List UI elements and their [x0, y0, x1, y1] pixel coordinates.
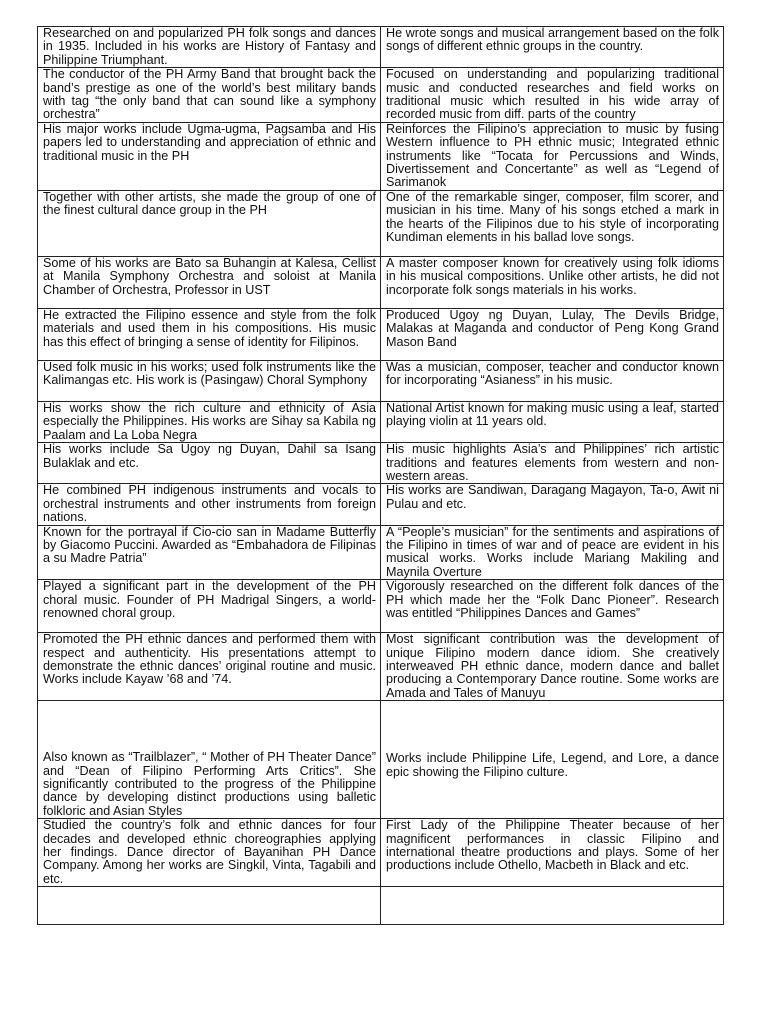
- left-description-cell: He combined PH indigenous instruments and vocals to orchestral instruments and other instruments from foreign nations.: [38, 484, 381, 525]
- left-description-cell: Promoted the PH ethnic dances and performed them with respect and authenticity. His presentations attempt to demonstrate the ethnic dances’ original routine and music. Works include Kayaw ’68 and ’74.: [38, 633, 381, 701]
- table-row: [38, 819, 724, 887]
- right-description-cell: His works are Sandiwan, Daragang Magayon, Ta-o, Awit ni Pulau and etc.: [381, 484, 724, 525]
- table-row: [38, 308, 724, 360]
- table-row: [38, 443, 724, 484]
- table-row: [38, 122, 724, 190]
- table-row: [38, 701, 724, 819]
- left-description-cell: Used folk music in his works; used folk instruments like the Kalimangas etc. His work is (Pasingaw) Choral Symphony: [38, 360, 381, 401]
- table-row: [38, 401, 724, 442]
- left-description-cell: Known for the portrayal if Cio-cio san in Madame Butterfly by Giacomo Puccini. Awarded as “Embahadora de Filipinas a su Madre Patria”: [38, 525, 381, 580]
- table-row: [38, 256, 724, 308]
- left-description-cell: His works include Sa Ugoy ng Duyan, Dahil sa Isang Bulaklak and etc.: [38, 443, 381, 484]
- table-row: [38, 580, 724, 633]
- left-description-cell: [38, 887, 381, 925]
- left-description-cell: Played a significant part in the development of the PH choral music. Founder of PH Madrigal Singers, a world-renowned choral group.: [38, 580, 381, 633]
- table-row: [38, 27, 724, 68]
- left-description-cell: Some of his works are Bato sa Buhangin at Kalesa, Cellist at Manila Symphony Orchestra and soloist at Manila Chamber of Orchestra, Professor in UST: [38, 256, 381, 308]
- right-description-cell: One of the remarkable singer, composer, film scorer, and musician in his time. Many of his songs etched a mark in the hearts of the Filipinos due to his style of incorporating Kundiman elements in his ballad love songs.: [381, 190, 724, 256]
- matching-table-sheet: [37, 26, 723, 925]
- right-description-cell: Works include Philippine Life, Legend, and Lore, a dance epic showing the Filipino culture.: [381, 701, 724, 819]
- right-description-cell: A master composer known for creatively using folk idioms in his musical compositions. Unlike other artists, he did not incorporate folk songs materials in his works.: [381, 256, 724, 308]
- left-description-cell: Together with other artists, she made the group of one of the finest cultural dance group in the PH: [38, 190, 381, 256]
- right-description-cell: Most significant contribution was the development of unique Filipino modern dance idiom. She creatively interweaved PH ethnic dance, modern dance and ballet producing a Contemporary Dance routine. Some works are Amada and Tales of Manuyu: [381, 633, 724, 701]
- table-row: [38, 190, 724, 256]
- left-description-cell: He extracted the Filipino essence and style from the folk materials and used them in his compositions. His music has this effect of bringing a sense of identity for Filipinos.: [38, 308, 381, 360]
- right-description-cell: Reinforces the Filipino’s appreciation to music by fusing Western influence to PH ethnic music; Integrated ethnic instruments like “Tocata for Percussions and Winds, Divertissement and Concertante” as well as “Legend of Sarimanok: [381, 122, 724, 190]
- right-description-cell: Vigorously researched on the different folk dances of the PH which made her the “Folk Danc Pioneer”. Research was entitled “Philippines Dances and Games”: [381, 580, 724, 633]
- table-row: [38, 360, 724, 401]
- matching-table: [37, 26, 724, 925]
- right-description-cell: First Lady of the Philippine Theater because of her magnificent performances in classic Filipino and international theatre productions and plays. Some of her productions include Othello, Macbeth in Black and etc.: [381, 819, 724, 887]
- table-row: [38, 68, 724, 123]
- right-description-cell: National Artist known for making music using a leaf, started playing violin at 11 years old.: [381, 401, 724, 442]
- table-row: [38, 525, 724, 580]
- right-description-cell: A “People’s musician” for the sentiments and aspirations of the Filipino in times of war and of peace are evident in his musical works. Works include Mariang Makiling and Maynila Overture: [381, 525, 724, 580]
- left-description-cell: The conductor of the PH Army Band that brought back the band’s prestige as one of the world’s best military bands with tag “the only band that can sound like a symphony orchestra”: [38, 68, 381, 123]
- left-description-cell: Also known as “Trailblazer”, “ Mother of PH Theater Dance” and “Dean of Filipino Performing Arts Critics”. She significantly contributed to the progress of the Philippine dance by developing distinct productions using balletic folkloric and Asian Styles: [38, 701, 381, 819]
- table-row: [38, 633, 724, 701]
- table-row: [38, 887, 724, 925]
- right-description-cell: [381, 887, 724, 925]
- left-description-cell: His works show the rich culture and ethnicity of Asia especially the Philippines. His works are Sihay sa Kabila ng Paalam and La Loba Negra: [38, 401, 381, 442]
- right-description-cell: Produced Ugoy ng Duyan, Lulay, The Devils Bridge, Malakas at Maganda and conductor of Peng Kong Grand Mason Band: [381, 308, 724, 360]
- right-description-cell: He wrote songs and musical arrangement based on the folk songs of different ethnic groups in the country.: [381, 27, 724, 68]
- right-description-cell: His music highlights Asia’s and Philippines’ rich artistic traditions and features elements from western and non-western areas.: [381, 443, 724, 484]
- right-description-cell: Was a musician, composer, teacher and conductor known for incorporating “Asianess” in his music.: [381, 360, 724, 401]
- left-description-cell: Studied the country’s folk and ethnic dances for four decades and developed ethnic choreographies applying her findings. Dance director of Bayanihan PH Dance Company. Among her works are Singkil, Vinta, Tagabili and etc.: [38, 819, 381, 887]
- left-description-cell: His major works include Ugma-ugma, Pagsamba and His papers led to understanding and appreciation of ethnic and traditional music in the PH: [38, 122, 381, 190]
- right-description-cell: Focused on understanding and popularizing traditional music and conducted researches and field works on traditional music which resulted in his wide array of recorded music from diff. parts of the country: [381, 68, 724, 123]
- left-description-cell: Researched on and popularized PH folk songs and dances in 1935. Included in his works are History of Fantasy and Philippine Triumphant.: [38, 27, 381, 68]
- table-row: [38, 484, 724, 525]
